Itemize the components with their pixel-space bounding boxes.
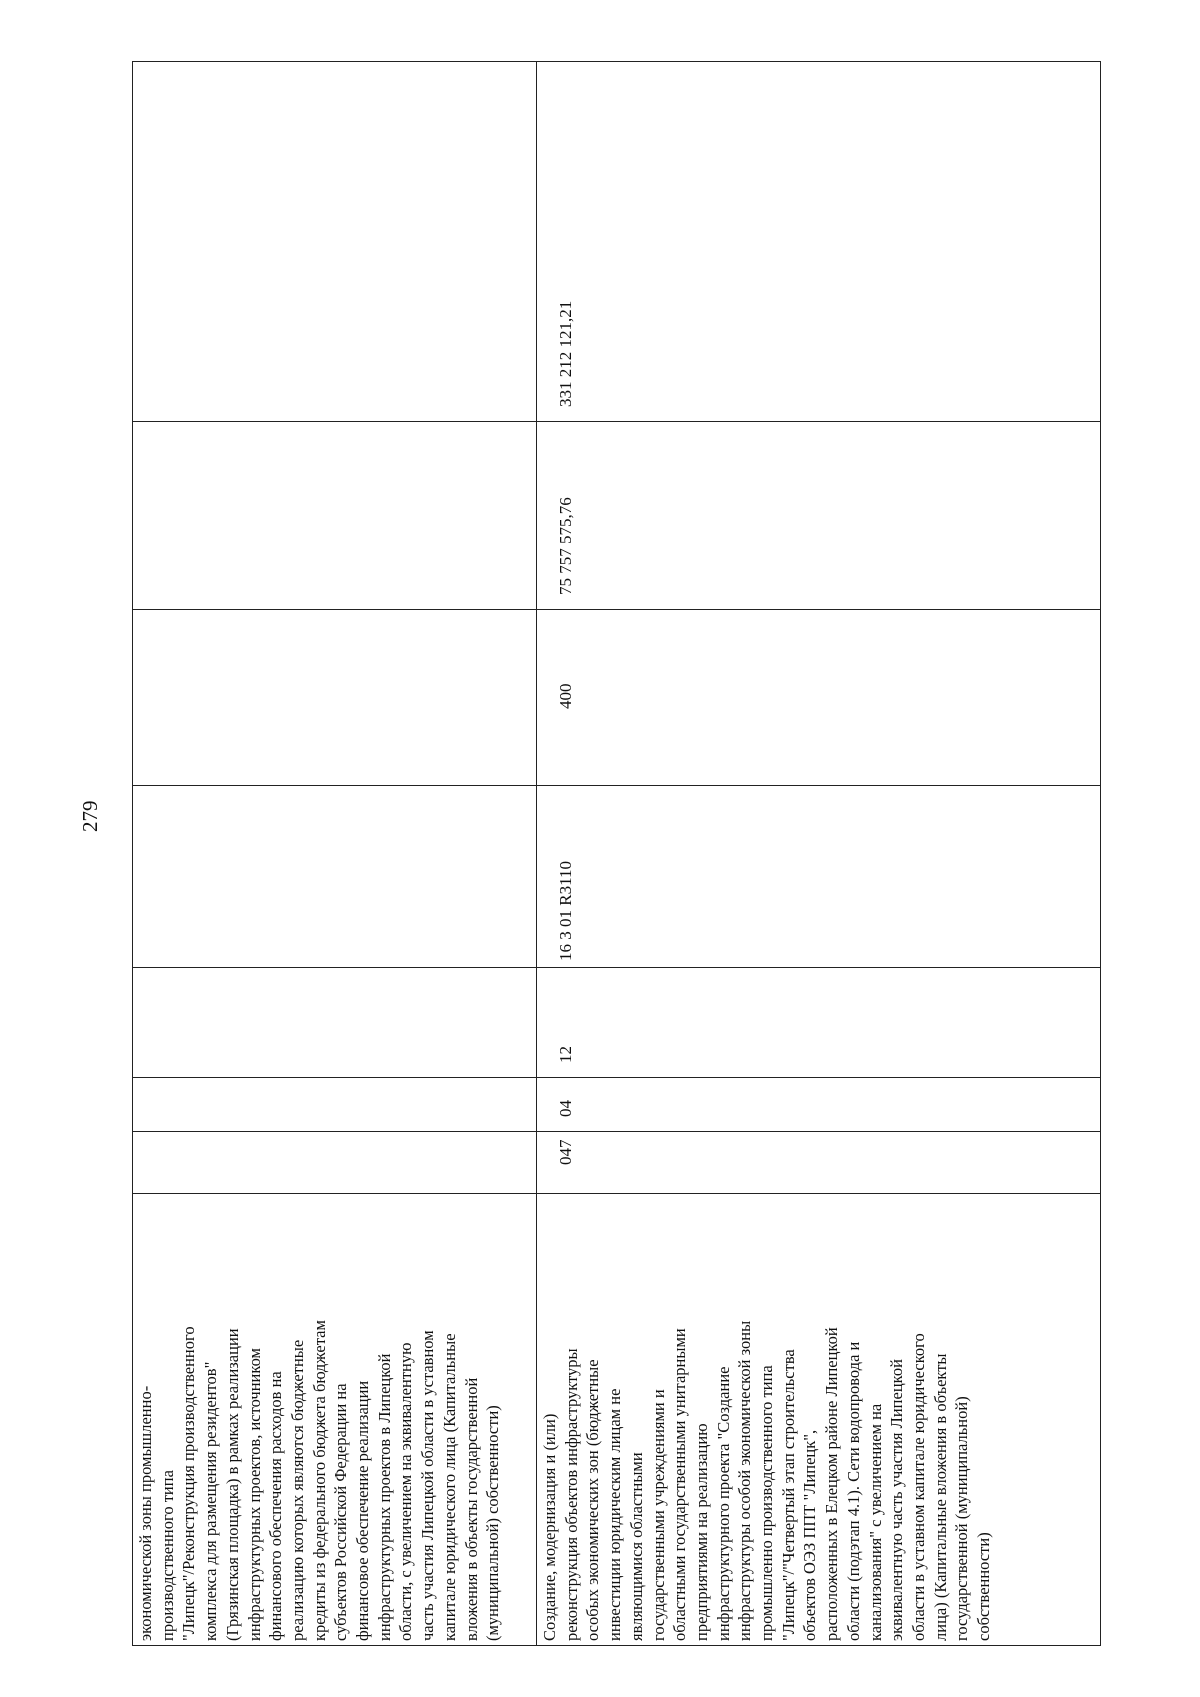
row-description: Создание, модернизация и (или) реконструкция объектов инфраструктуры особых экономических зон (бюджетные инвестиции юридическим лицам не являющимися областными государственными учреждениями и областными государственными унитарными предприятиями на реализацию инфраструктурного проекта "Создание инфраструктуры особой экономической зоны промышленно производственного типа "Липецк"/"Четвертый этап строительства объектов ОЭЗ ППТ "Липецк", расположенных в Елецком районе Липецкой области (подэтап 4.1). Сети водопровода и канализования" с увеличением на эквивалентную часть участия Липецкой области в уставном капитале юридического лица) (Капитальные вложения в объекты государственной (муниципальной) собственности) [537, 1194, 1101, 1646]
cell-section: 04 [537, 1078, 1101, 1132]
cell-expense-type: 400 [537, 610, 1101, 786]
cell-target-article: 16 3 01 R3110 [537, 786, 1101, 968]
budget-table [132, 61, 1101, 1646]
cell-amount-2: 331 212 121,21 [537, 62, 1101, 422]
cell-subsection: 12 [537, 968, 1101, 1078]
cell-amount-1: 75 757 575,76 [537, 422, 1101, 610]
cell-amount-1 [133, 422, 537, 610]
cell-ministry-code: 047 [537, 1132, 1101, 1194]
table-row [133, 62, 537, 1646]
page-number: 279 [78, 800, 102, 832]
row-description: экономической зоны промышленно- производственного типа "Липецк"/Реконструкция производственного комплекса для размещения резидентов" (Грязинская площадка) в рамках реализации инфраструктурных проектов, источником финансового обеспечения расходов на реализацию которых являются бюджетные кредиты из федерального бюджета бюджетам субъектов Российской Федерации на финансовое обеспечение реализации инфраструктурных проектов в Липецкой области, с увеличением на эквивалентную часть участия Липецкой области в уставном капитале юридического лица (Капитальные вложения в объекты государственной (муниципальной) собственности) [133, 1194, 537, 1646]
cell-section [133, 1078, 537, 1132]
cell-subsection [133, 968, 537, 1078]
cell-amount-2 [133, 62, 537, 422]
cell-target-article [133, 786, 537, 968]
rotated-table-frame [132, 62, 1100, 1646]
table-row [537, 62, 1101, 1646]
cell-ministry-code [133, 1132, 537, 1194]
budget-table-container [132, 62, 1100, 1646]
cell-expense-type [133, 610, 537, 786]
